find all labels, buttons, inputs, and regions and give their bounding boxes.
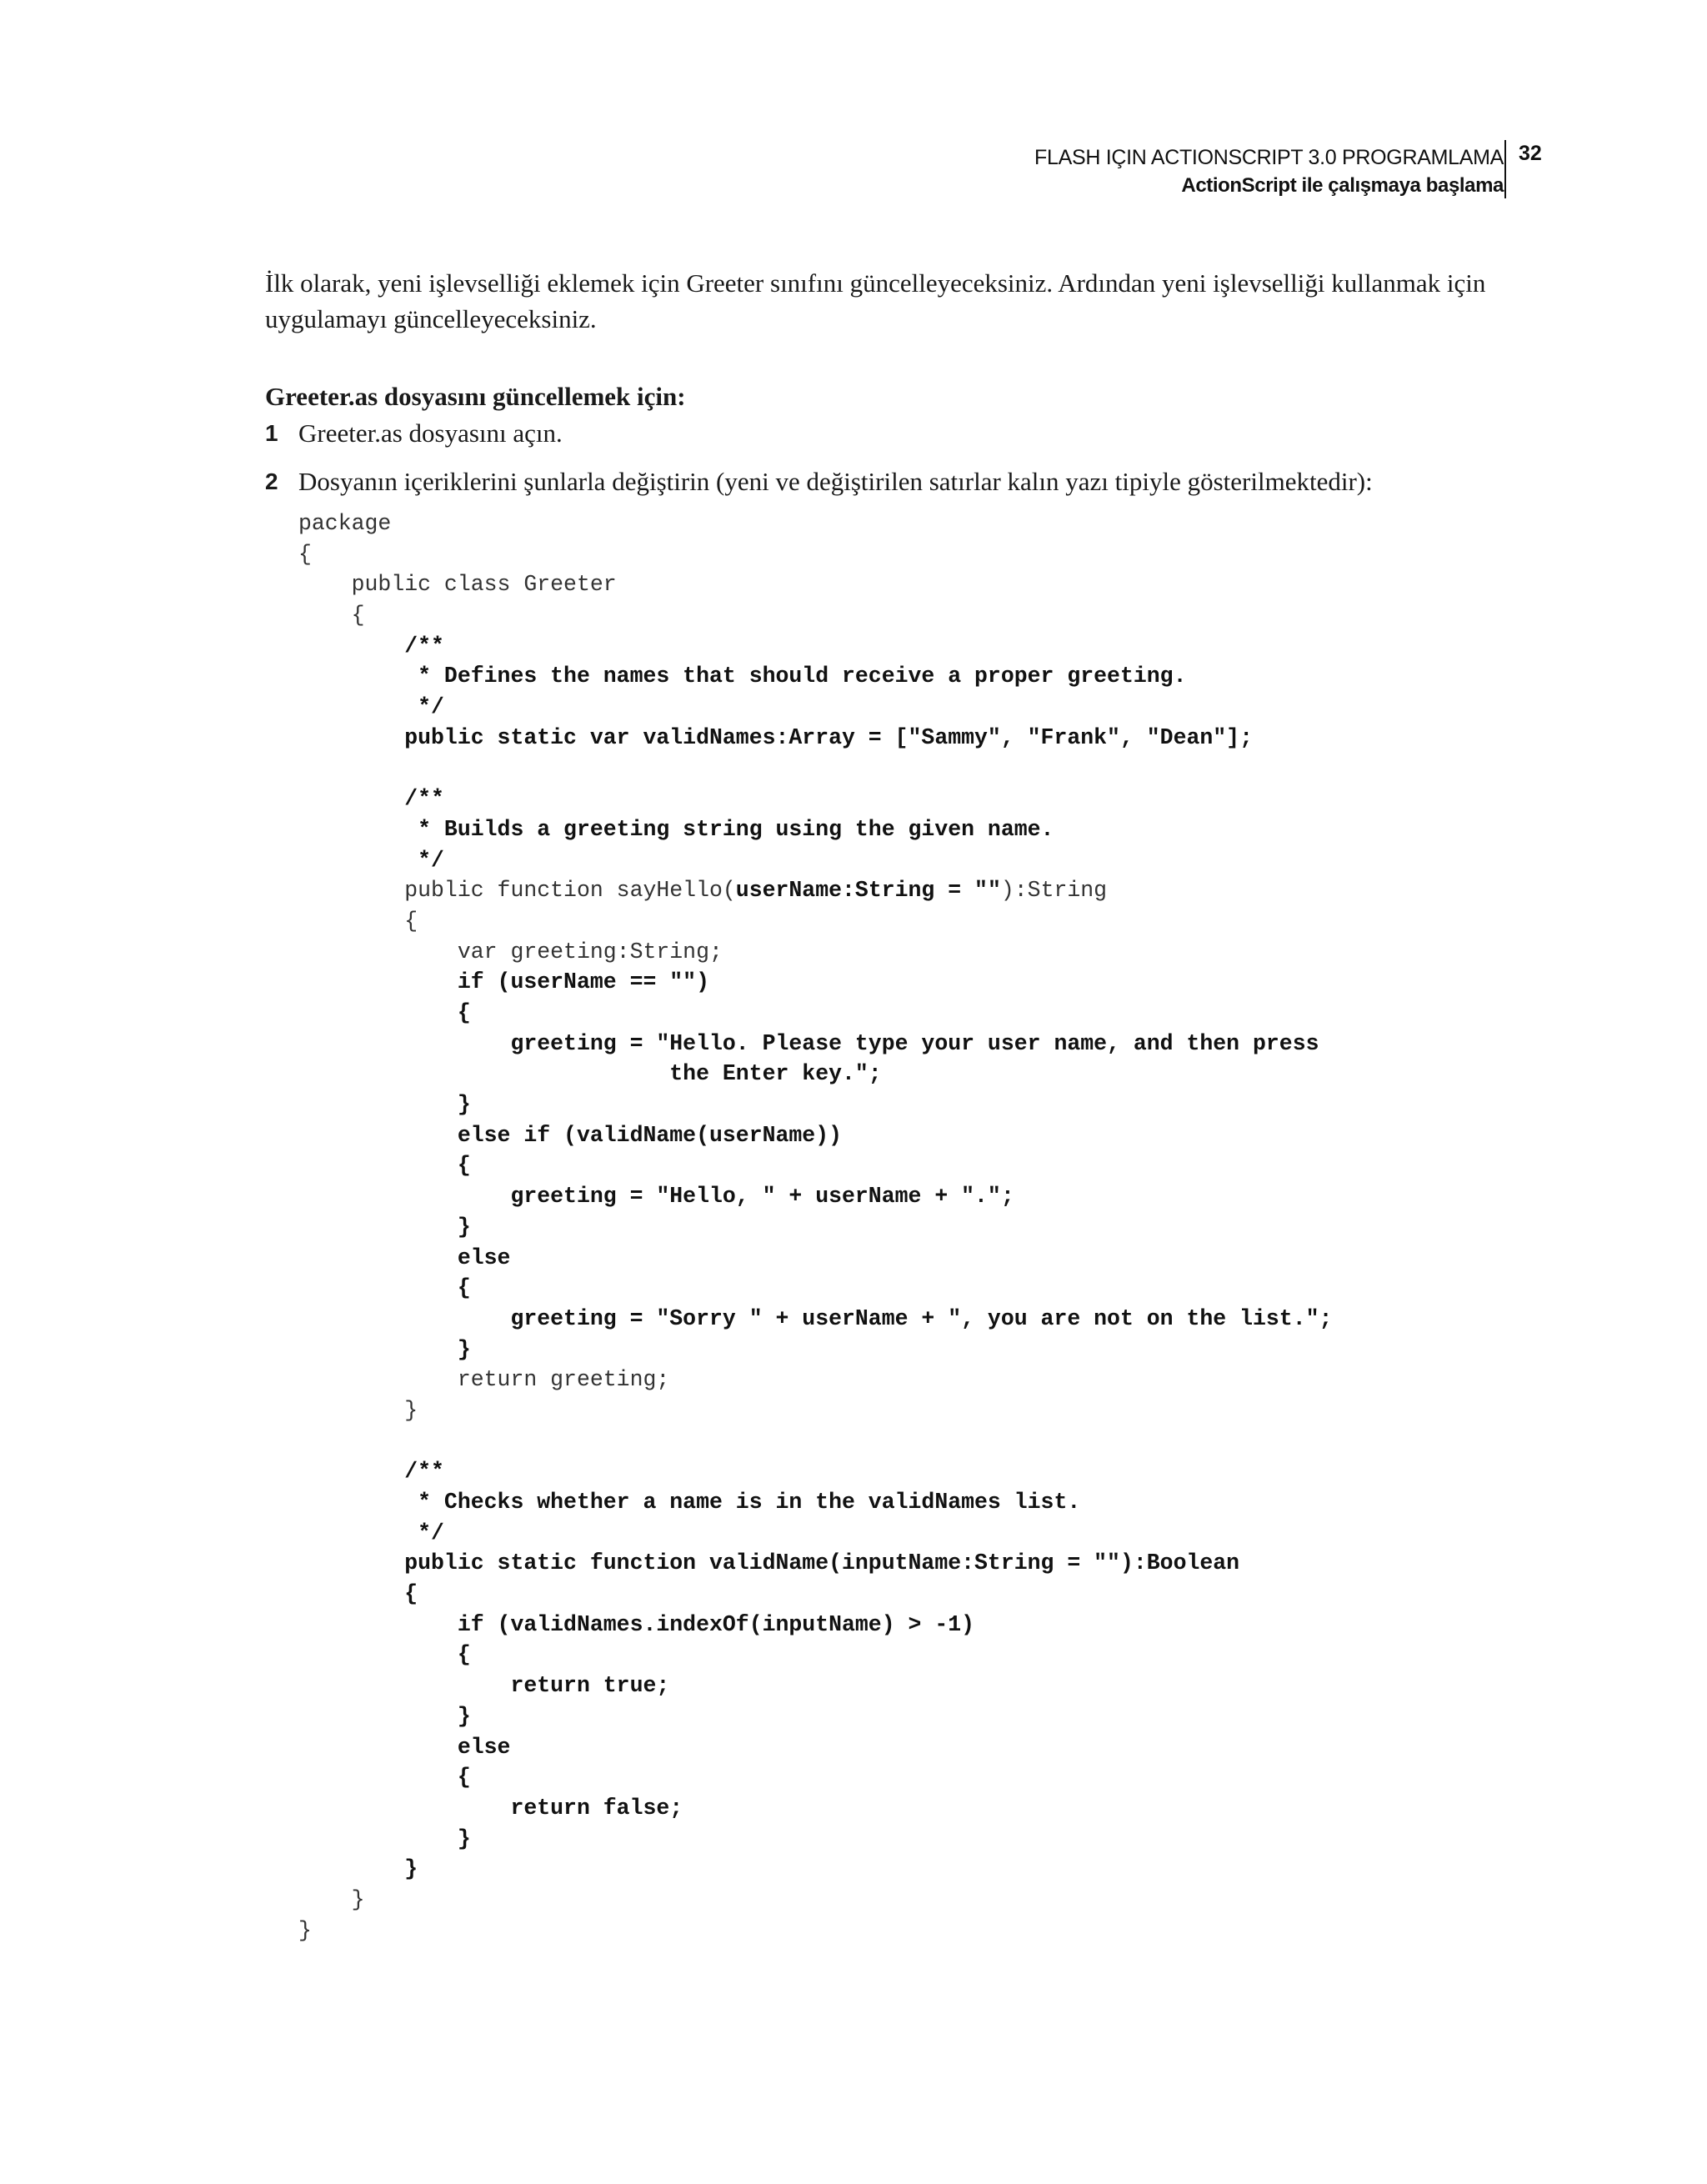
- page-content: [265, 265, 1515, 500]
- code-line: {: [298, 603, 365, 629]
- code-line: {: [298, 908, 418, 934]
- code-line: {: [298, 1275, 471, 1301]
- code-line: public static function validName(inputName:String = ""):Boolean: [298, 1550, 1240, 1576]
- code-line: */: [298, 1520, 444, 1545]
- code-line: }: [298, 1826, 471, 1851]
- step-number: 1: [265, 420, 278, 446]
- code-line: public static var validNames:Array = ["Sammy", "Frank", "Dean"];: [298, 724, 1253, 750]
- code-line: }: [298, 1703, 471, 1729]
- code-line: if (userName == ""): [298, 969, 709, 995]
- intro-paragraph: İlk olarak, yeni işlevselliği eklemek için Greeter sınıfını güncelleyeceksiniz. Ardından yeni işlevselliği kullanmak için uygulamayı güncelleyeceksiniz.: [265, 268, 1486, 333]
- code-line: return true;: [298, 1673, 670, 1699]
- step-item: [265, 415, 1515, 452]
- code-line: public class Greeter: [298, 572, 617, 598]
- code-line: }: [298, 1214, 471, 1240]
- header-text: [1034, 143, 1504, 200]
- code-line: package: [298, 511, 392, 536]
- page-number: 32: [1519, 142, 1542, 165]
- code-line: greeting = "Sorry " + userName + ", you are not on the list.";: [298, 1305, 1333, 1331]
- code-line: return greeting;: [298, 1367, 670, 1393]
- code-line: {: [298, 1642, 471, 1668]
- code-line: {: [298, 1153, 471, 1179]
- code-line: greeting = "Hello, " + userName + ".";: [298, 1184, 1014, 1210]
- code-line: * Builds a greeting string using the given name.: [298, 816, 1054, 842]
- code-line: }: [298, 1886, 365, 1912]
- code-line: if (validNames.indexOf(inputName) > -1): [298, 1611, 975, 1637]
- code-line: }: [298, 1336, 471, 1362]
- step-text: Dosyanın içeriklerini şunlarla değiştirin (yeni ve değiştirilen satırlar kalın yazı tipiyle gösterilmektedir):: [298, 467, 1373, 496]
- code-line: * Defines the names that should receive a proper greeting.: [298, 664, 1187, 689]
- steps-list: [265, 415, 1515, 500]
- code-line: {: [298, 1000, 471, 1025]
- code-segment: public function sayHello(: [298, 878, 736, 904]
- code-line: [298, 875, 1332, 906]
- step-number: 2: [265, 468, 278, 494]
- code-line: {: [298, 541, 312, 567]
- code-line: */: [298, 694, 444, 720]
- code-line: greeting = "Hello. Please type your user name, and then press: [298, 1030, 1319, 1056]
- code-line: /**: [298, 633, 444, 659]
- page-header: [0, 140, 1707, 207]
- code-line: return false;: [298, 1795, 683, 1821]
- code-line: {: [298, 1765, 471, 1791]
- code-line: /**: [298, 1459, 444, 1485]
- code-line: else if (validName(userName)): [298, 1122, 843, 1148]
- book-title: FLASH IÇIN ACTIONSCRIPT 3.0 PROGRAMLAMA: [1034, 146, 1504, 169]
- code-line: [298, 1426, 1332, 1457]
- code-line: else: [298, 1734, 511, 1760]
- step-item: [265, 463, 1515, 500]
- code-line: }: [298, 1397, 418, 1423]
- code-line: */: [298, 847, 444, 873]
- code-line: /**: [298, 786, 444, 812]
- code-line: }: [298, 1092, 471, 1118]
- code-line: }: [298, 1917, 312, 1943]
- chapter-title: ActionScript ile çalışmaya başlama: [1181, 174, 1504, 197]
- code-line: [298, 754, 1332, 784]
- code-line: }: [298, 1856, 418, 1882]
- section-title: Greeter.as dosyasını güncellemek için:: [265, 382, 686, 411]
- code-line: {: [298, 1581, 418, 1607]
- code-line: else: [298, 1245, 511, 1270]
- header-divider: [1504, 140, 1506, 198]
- step-text: Greeter.as dosyasını açın.: [298, 418, 563, 448]
- code-line: the Enter key.";: [298, 1061, 882, 1087]
- code-line: var greeting:String;: [298, 939, 723, 964]
- code-listing: [298, 508, 1332, 1946]
- code-segment-bold: userName:String = "": [735, 878, 1001, 904]
- code-line: * Checks whether a name is in the validNames list.: [298, 1490, 1081, 1515]
- code-segment: ):String: [1000, 878, 1108, 904]
